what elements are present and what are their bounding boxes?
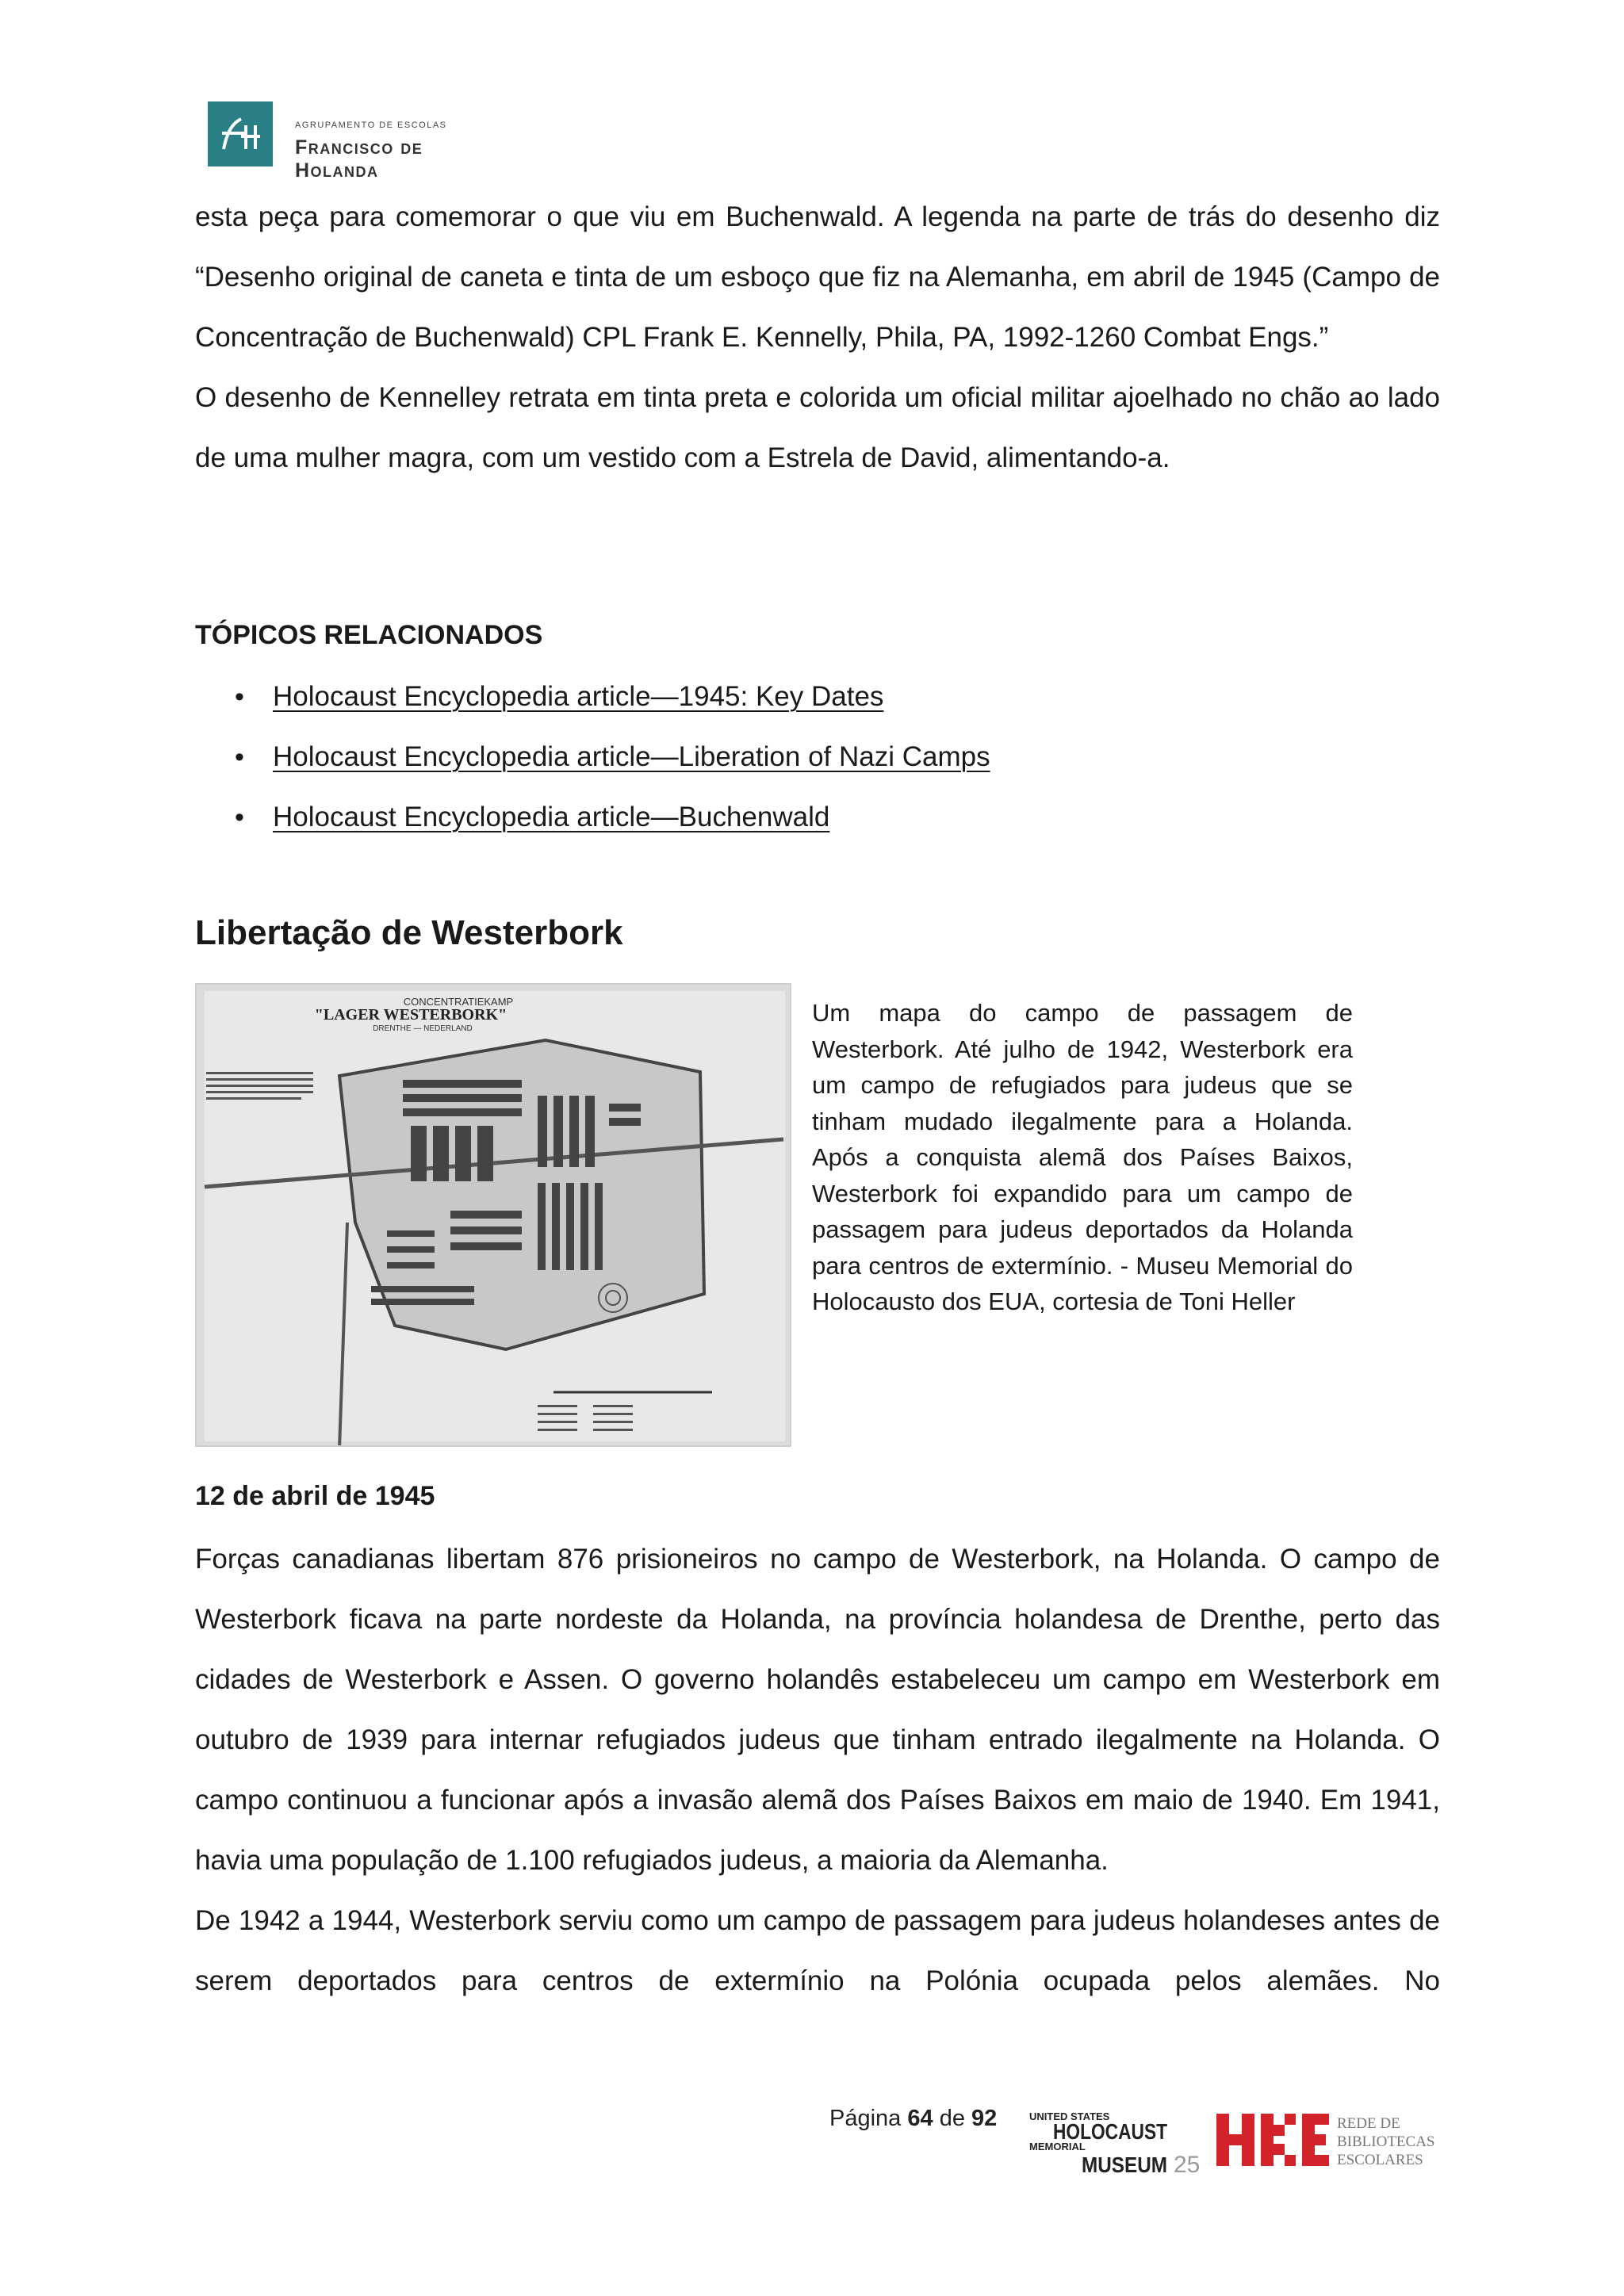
page-prefix: Página: [829, 2106, 902, 2131]
page-number: [829, 2106, 997, 2132]
rede-line-2: BIBLIOTECAS: [1337, 2133, 1435, 2150]
intro-paragraph-2: O desenho de Kennelley retrata em tinta preta e colorida um oficial militar ajoelhado no chão ao lado de uma mulher magra, com um vestido com a Estrela de David, alimentando-a.: [195, 382, 1440, 473]
page-total: 92: [971, 2106, 998, 2131]
museum-line-4: MUSEUM: [1082, 2152, 1167, 2177]
map-subtitle: DRENTHE — NEDERLAND: [373, 1024, 473, 1033]
school-logo-mark: [208, 101, 273, 166]
intro-block: [195, 187, 1440, 488]
rede-line-3: ESCOLARES: [1337, 2152, 1423, 2168]
rede-line-1: REDE DE: [1337, 2115, 1400, 2132]
westerbork-paragraph-1: Forças canadianas libertam 876 prisioneiros no campo de Westerbork, na Holanda. O campo de Westerbork ficava na parte nordeste da Holanda, na província holandesa de Drenthe, perto das cidades de Westerbork e Assen. O governo holandês estabeleceu um campo em Westerbork em outubro de 1939 para internar refugiados judeus que tinham entrado ilegalmente na Holanda. O campo continuou a funcionar após a invasão alemã dos Países Baixos em maio de 1940. Em 1941, havia uma população de 1.100 refugiados judeus, a maioria da Alemanha.: [195, 1544, 1440, 1876]
date-heading-wrap: [195, 1481, 1440, 1512]
related-topics-heading: TÓPICOS RELACIONADOS: [195, 620, 543, 650]
school-logo: [208, 101, 493, 182]
rede-bibliotecas-logo: [1216, 2110, 1454, 2174]
museum-line-3: MEMORIAL: [1029, 2141, 1086, 2152]
map-title-top: CONCENTRATIEKAMP: [403, 996, 514, 1008]
section-heading: Libertação de Westerbork: [195, 913, 623, 952]
topic-link-item[interactable]: [195, 667, 1440, 727]
westerbork-paragraph-2: De 1942 a 1944, Westerbork serviu como um campo de passagem para judeus holandeses antes de serem deportados para centros de extermínio na Polónia ocupada pelos alemães. No: [195, 1905, 1440, 1996]
map-title: "LAGER WESTERBORK": [314, 1006, 508, 1024]
topic-link-item[interactable]: [195, 787, 1440, 848]
map-caption: Um mapa do campo de passagem de Westerbork. Até julho de 1942, Westerbork era um campo de refugiados para judeus que se tinham mudado ilegalmente para a Holanda. Após a conquista alemã dos Países Baixos, Westerbork foi expandido para um campo de passagem para judeus deportados da Holanda para centros de extermínio. - Museu Memorial do Holocausto dos EUA, cortesia de Toni Heller: [812, 999, 1353, 1315]
museum-years: 25: [1174, 2152, 1201, 2178]
related-topics-list: [195, 667, 1440, 848]
related-topics-list-wrap: [195, 667, 1440, 848]
westerbork-map-image: [195, 983, 791, 1447]
topic-link-liberation-nazi-camps[interactable]: Holocaust Encyclopedia article—Liberation of Nazi Camps: [273, 741, 990, 772]
holocaust-museum-logo: [1028, 2109, 1210, 2180]
museum-line-2: HOLOCAUST: [1053, 2119, 1167, 2144]
school-logo-subtitle: AGRUPAMENTO DE ESCOLAS: [295, 121, 447, 130]
section-heading-wrap: [195, 913, 1440, 953]
museum-line-1: UNITED STATES: [1029, 2110, 1110, 2122]
westerbork-body: [195, 1529, 1440, 2011]
topic-link-buchenwald[interactable]: Holocaust Encyclopedia article—Buchenwald: [273, 802, 830, 832]
page-separator: de: [939, 2106, 965, 2131]
date-heading: 12 de abril de 1945: [195, 1481, 435, 1511]
topic-link-item[interactable]: [195, 727, 1440, 787]
page-current: 64: [907, 2106, 933, 2131]
topic-link-1945-key-dates[interactable]: Holocaust Encyclopedia article—1945: Key Dates: [273, 681, 884, 712]
related-topics: [195, 620, 1440, 651]
intro-paragraph-1: esta peça para comemorar o que viu em Buchenwald. A legenda na parte de trás do desenho diz “Desenho original de caneta e tinta de um esboço que fiz na Alemanha, em abril de 1945 (Campo de Concentração de Buchenwald) CPL Frank E. Kennelly, Phila, PA, 1992-1260 Combat Engs.”: [195, 201, 1440, 353]
school-logo-name: Francisco de Holanda: [295, 136, 423, 182]
